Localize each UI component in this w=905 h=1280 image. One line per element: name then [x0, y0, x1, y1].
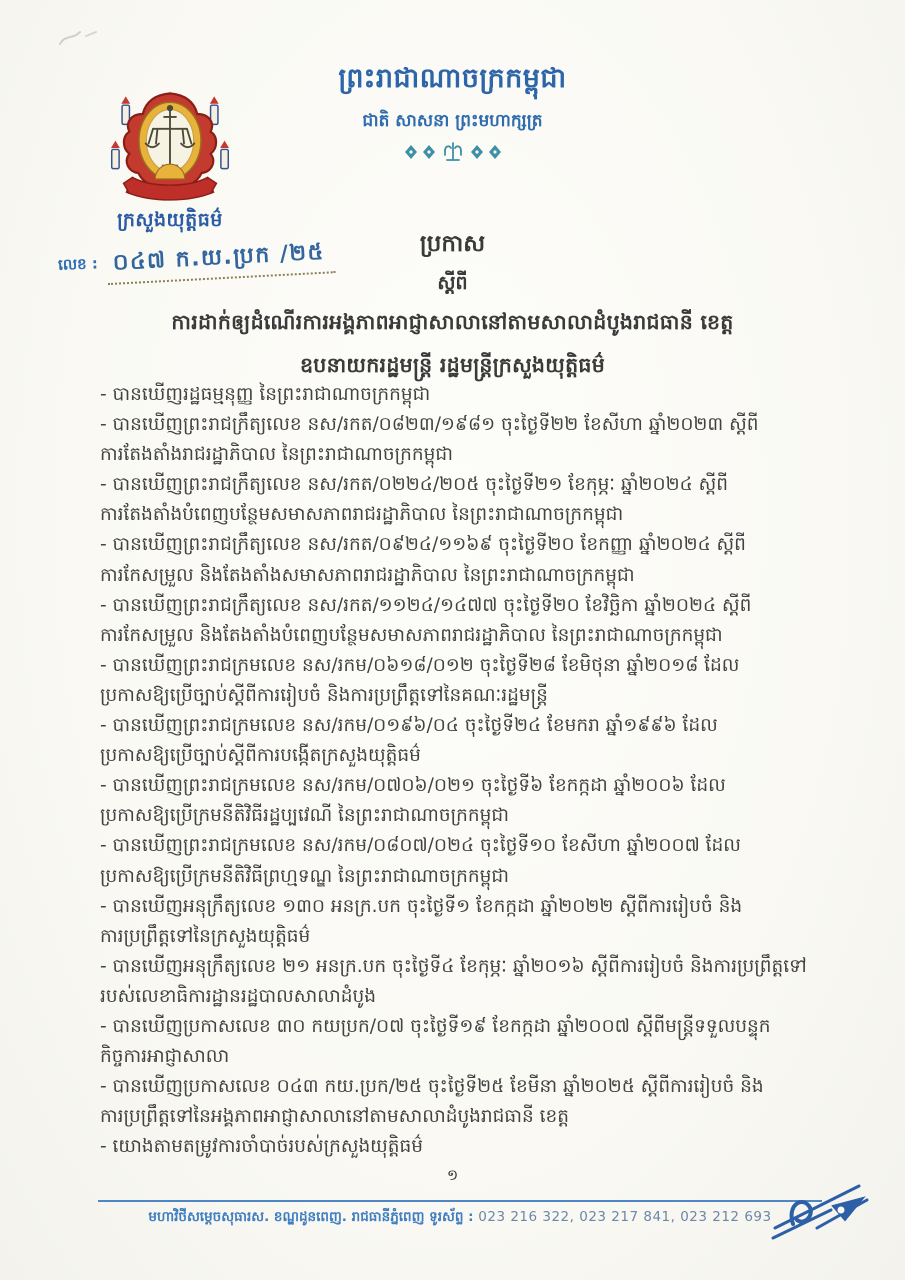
subject-label: ស្តីពី: [437, 272, 468, 294]
national-motto: ជាតិ សាសនា ព្រះមហាក្សត្រ: [362, 111, 543, 131]
body-line: - បានឃើញប្រកាសលេខ ៣០ កយប្រក/០៧ ចុះថ្ងៃទី១៩ ខែកក្កដា ឆ្នាំ២០០៧ ស្តីពីមន្ត្រីទទួលបន្ទុក: [100, 1015, 771, 1037]
doc-number-label: លេខ :: [57, 254, 99, 274]
body-line: ការតែងតាំងរាជរដ្ឋាភិបាល នៃព្រះរាជាណាចក្រកម្ពុជា: [100, 444, 453, 466]
body-line: ការកែសម្រួល និងតែងតាំងបំពេញបន្ថែមសមាសភាពរាជរដ្ឋាភិបាល នៃព្រះរាជាណាចក្រកម្ពុជា: [100, 624, 723, 646]
body-line: - បានឃើញព្រះរាជក្រឹត្យលេខ នស/រកត/១១២៤/១៤៧៧ ចុះថ្ងៃទី២០ ខែវិច្ឆិកា ឆ្នាំ២០២៤ ស្តីពី: [100, 594, 752, 616]
body-line: - បានឃើញអនុក្រឹត្យលេខ ១៣០ អនក្រ.បក ចុះថ្ងៃទី១ ខែកក្កដា ឆ្នាំ២០២២ ស្តីពីការរៀបចំ និង: [100, 895, 743, 917]
doc-type-title: ប្រកាស: [419, 231, 486, 257]
body-line: ប្រកាសឱ្យប្រើច្បាប់ស្តីពីការបង្កើតក្រសួងយុត្តិធម៌: [100, 745, 421, 767]
ministry-emblem-block: [72, 86, 268, 236]
footer-phone-label: ទូរស័ព្ទ :: [429, 1209, 474, 1225]
body-line: - បានឃើញព្រះរាជក្រឹត្យលេខ នស/រកត/០៩២៤/១១៦៩ ចុះថ្ងៃទី២០ ខែកញ្ញា ឆ្នាំ២០២៤ ស្តីពី: [100, 534, 746, 556]
signature-initials-icon: [771, 1176, 875, 1248]
subject-line-2: ឧបនាយករដ្ឋមន្ត្រី រដ្ឋមន្ត្រីក្រសួងយុត្តិធម៌: [299, 353, 606, 377]
body-line: - បានឃើញព្រះរាជក្រមលេខ នស/រកម/០៨០៧/០២៤ ចុះថ្ងៃទី១០ ខែសីហា ឆ្នាំ២០០៧ ដែល: [100, 835, 741, 857]
body-line: - បានឃើញអនុក្រឹត្យលេខ ២១ អនក្រ.បក ចុះថ្ងៃទី៤ ខែកុម្ភៈ ឆ្នាំ២០១៦ ស្តីពីការរៀបចំ និងការប្រព្រឹត្តទៅ: [100, 955, 807, 977]
body-line: - បានឃើញប្រកាសលេខ ០៤៣ កយ.ប្រក/២៥ ចុះថ្ងៃទី២៥ ខែមីនា ឆ្នាំ២០២៥ ស្តីពីការរៀបចំ និង: [100, 1076, 764, 1098]
body-line: ការប្រព្រឹត្តទៅនៃអង្គភាពអាជ្ញាសាលានៅតាមសាលាដំបូងរាជធានី ខេត្ត: [100, 1106, 570, 1128]
royal-ornament-icon: [401, 142, 505, 162]
ministry-name: ក្រសួងយុត្តិធម៌: [117, 209, 223, 231]
body-line: - បានឃើញព្រះរាជក្រមលេខ នស/រកម/០១៩៦/០៤ ចុះថ្ងៃទី២៤ ខែមករា ឆ្នាំ១៩៩៦ ដែល: [100, 715, 718, 737]
kingdom-title: ព្រះរាជាណាចក្រកម្ពុជា: [338, 63, 567, 94]
footer-phone-numbers: 023 216 322, 023 217 841, 023 212 693: [478, 1209, 772, 1225]
footer-address: មហាវិថីសម្ដេចសុធារស. ខណ្ឌដូនពេញ. រាជធានីភ្នំពេញ: [148, 1209, 425, 1225]
page-number: ១: [446, 1166, 459, 1184]
body-line: ប្រកាសឱ្យប្រើច្បាប់ស្តីពីការរៀបចំ និងការប្រព្រឹត្តទៅនៃគណៈរដ្ឋមន្ត្រី: [100, 684, 548, 706]
preamble-body: [100, 380, 870, 1162]
body-line: កិច្ចការអាជ្ញាសាលា: [100, 1046, 230, 1068]
subject-line-1: ការដាក់ឲ្យដំណើរការអង្គភាពអាជ្ញាសាលានៅតាមសាលាដំបូងរាជធានី ខេត្ត: [171, 310, 734, 334]
body-line: - យោងតាមតម្រូវការចាំបាច់របស់ក្រសួងយុត្តិធម៌: [100, 1136, 424, 1158]
doc-number-handwritten: ០៤៧ ក.យ.ប្រក /២៥: [106, 237, 335, 285]
title-block: [0, 230, 905, 383]
body-line: ប្រកាសឱ្យប្រើក្រមនីតិវិធីរដ្ឋប្បវេណី នៃព្រះរាជាណាចក្រកម្ពុជា: [100, 805, 509, 827]
body-line: របស់លេខាធិការដ្ឋានរដ្ឋបាលសាលាដំបូង: [100, 985, 376, 1007]
body-line: ប្រកាសឱ្យប្រើក្រមនីតិវិធីព្រហ្មទណ្ឌ នៃព្រះរាជាណាចក្រកម្ពុជា: [100, 865, 509, 887]
body-line: - បានឃើញព្រះរាជក្រមលេខ នស/រកម/០៧០៦/០២១ ចុះថ្ងៃទី៦ ខែកក្កដា ឆ្នាំ២០០៦ ដែល: [100, 775, 726, 797]
pencil-mark: [56, 26, 102, 56]
footer-address-bar: [98, 1200, 822, 1228]
body-line: - បានឃើញរដ្ឋធម្មនុញ្ញ នៃព្រះរាជាណាចក្រកម្ពុជា: [100, 384, 431, 405]
ministry-of-justice-emblem-icon: [91, 86, 249, 204]
body-line: - បានឃើញព្រះរាជក្រមលេខ នស/រកម/០៦១៨/០១២ ចុះថ្ងៃទី២៨ ខែមិថុនា ឆ្នាំ២០១៨ ដែល: [100, 654, 740, 676]
body-line: - បានឃើញព្រះរាជក្រឹត្យលេខ នស/រកត/០៨២៣/១៩៨១ ចុះថ្ងៃទី២២ ខែសីហា ឆ្នាំ២០២៣ ស្តីពី: [100, 414, 759, 436]
body-line: ការកែសម្រួល និងតែងតាំងសមាសភាពរាជរដ្ឋាភិបាល នៃព្រះរាជាណាចក្រកម្ពុជា: [100, 564, 635, 586]
body-line: ការប្រព្រឹត្តទៅនៃក្រសួងយុត្តិធម៌: [100, 925, 311, 947]
body-line: - បានឃើញព្រះរាជក្រឹត្យលេខ នស/រកត/០២២៤/២០៥ ចុះថ្ងៃទី២១ ខែកុម្ភៈ ឆ្នាំ២០២៤ ស្តីពី: [100, 474, 728, 496]
body-line: ការតែងតាំងបំពេញបន្ថែមសមាសភាពរាជរដ្ឋាភិបាល នៃព្រះរាជាណាចក្រកម្ពុជា: [100, 504, 624, 526]
